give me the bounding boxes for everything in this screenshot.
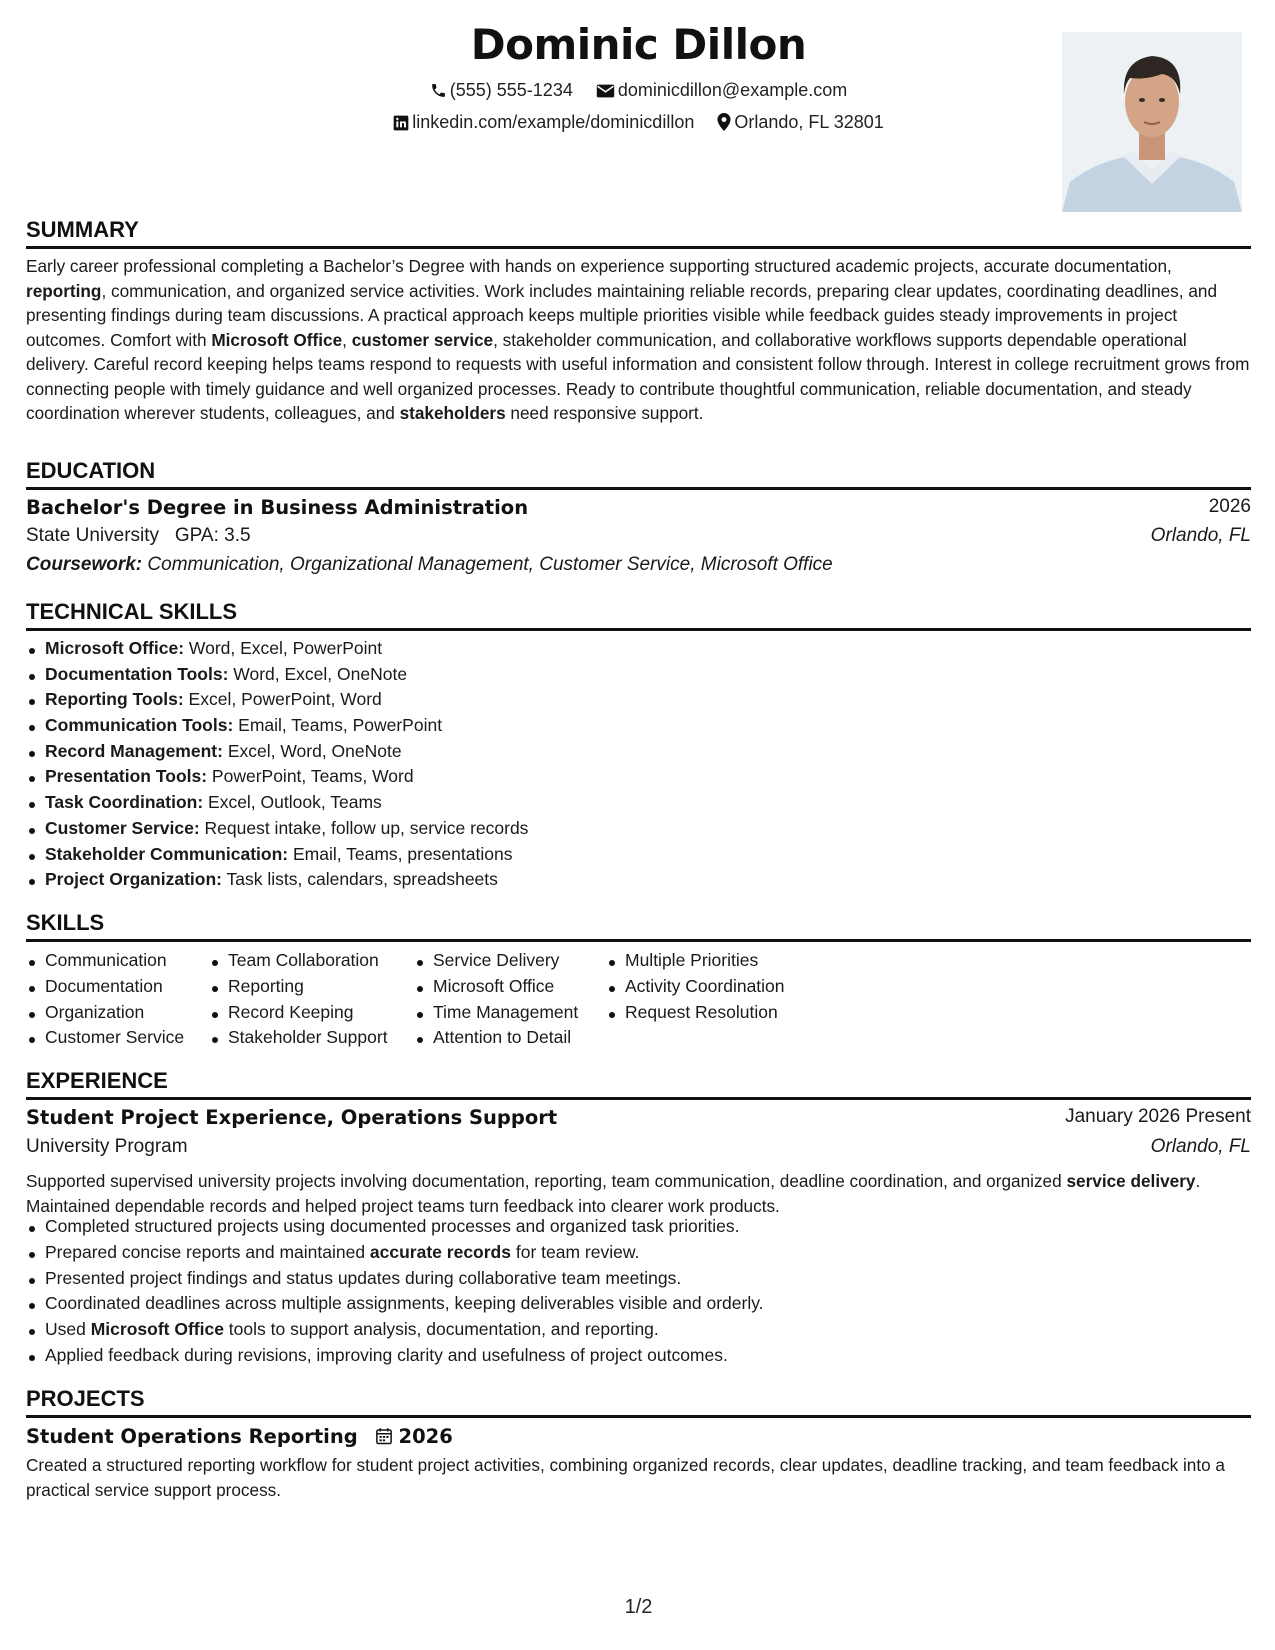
skills-column bbox=[606, 948, 785, 1025]
experience-bullet bbox=[26, 1291, 764, 1317]
project-title-group bbox=[26, 1425, 453, 1448]
technical-skill-item bbox=[26, 816, 528, 842]
project-description: Created a structured reporting workflow for student project activities, combining organized records, clear updates, deadline tracking, and team feedback into a practical service support process. bbox=[26, 1455, 1225, 1500]
technical-skill-item bbox=[26, 764, 528, 790]
technical-skill-item bbox=[26, 867, 528, 893]
skill-item: Customer Service bbox=[26, 1025, 184, 1051]
project-name: Student Operations Reporting bbox=[26, 1425, 358, 1448]
skills-heading: SKILLS bbox=[26, 910, 1251, 942]
skill-item: Organization bbox=[26, 1000, 184, 1026]
technical-skill-value: Email, Teams, presentations bbox=[288, 843, 513, 864]
degree-year: 2026 bbox=[1208, 496, 1251, 517]
technical-skill-label: Record Management: bbox=[45, 740, 223, 761]
text-run: Prepared concise reports and maintained bbox=[45, 1241, 370, 1262]
skill-item: Communication bbox=[26, 948, 184, 974]
technical-skill-value: Excel, PowerPoint, Word bbox=[183, 689, 382, 710]
technical-skill-label: Customer Service: bbox=[45, 817, 200, 838]
technical-skill-label: Documentation Tools: bbox=[45, 663, 229, 684]
experience-intro bbox=[26, 1169, 1251, 1218]
technical-skill-value: Excel, Outlook, Teams bbox=[203, 792, 382, 813]
coursework-list: Communication, Organizational Management, Customer Service, Microsoft Office bbox=[147, 554, 833, 575]
projects-heading: PROJECTS bbox=[26, 1386, 1251, 1418]
skill-item: Attention to Detail bbox=[414, 1025, 578, 1051]
text-run: Applied feedback during revisions, improving clarity and usefulness of project outcomes. bbox=[45, 1344, 728, 1365]
resume-page bbox=[26, 0, 1251, 1650]
technical-skill-value: Email, Teams, PowerPoint bbox=[233, 715, 443, 736]
technical-skill-item bbox=[26, 662, 528, 688]
project-year: 2026 bbox=[398, 1425, 453, 1448]
role-title: Student Project Experience, Operations Support bbox=[26, 1106, 558, 1129]
emphasis-text: stakeholders bbox=[399, 403, 506, 423]
technical-skill-label: Reporting Tools: bbox=[45, 689, 184, 710]
text-run: , communication, and organized service activities. Work includes maintaining reliable records, preparing clear updates, coordinating deadlines, and presenting findings during team discussions. A practical approach keeps multiple priorities visible while feedback guides steady improvements in project outcomes. Comfort with bbox=[26, 280, 1218, 350]
skills-grid bbox=[26, 948, 926, 1058]
envelope-icon bbox=[596, 83, 615, 99]
technical-skill-label: Microsoft Office: bbox=[45, 638, 185, 658]
email-text: dominicdillon@example.com bbox=[617, 80, 848, 100]
skills-column bbox=[209, 948, 388, 1051]
map-pin-icon bbox=[717, 113, 731, 131]
text-run: Supported supervised university projects involving documentation, reporting, team communication, deadline coordination, and organized bbox=[26, 1171, 1067, 1191]
skill-item: Documentation bbox=[26, 974, 184, 1000]
linkedin-text: linkedin.com/example/dominicdillon bbox=[412, 112, 695, 132]
emphasis-text: customer service bbox=[351, 329, 494, 350]
role-dates: January 2026 Present bbox=[1065, 1106, 1251, 1127]
skill-item: Reporting bbox=[209, 974, 388, 1000]
skill-item: Request Resolution bbox=[606, 1000, 785, 1026]
technical-skill-value: Word, Excel, PowerPoint bbox=[184, 638, 383, 658]
technical-skill-label: Project Organization: bbox=[45, 869, 222, 890]
text-run: Completed structured projects using documented processes and organized task priorities. bbox=[45, 1216, 740, 1236]
technical-skill-value: Request intake, follow up, service records bbox=[199, 817, 529, 838]
degree-title: Bachelor's Degree in Business Administration bbox=[26, 496, 529, 519]
technical-skill-value: Excel, Word, OneNote bbox=[222, 740, 402, 761]
skill-item: Activity Coordination bbox=[606, 974, 785, 1000]
text-run: Presented project findings and status updates during collaborative team meetings. bbox=[45, 1267, 682, 1288]
technical-skill-value: PowerPoint, Teams, Word bbox=[207, 766, 414, 787]
emphasis-text: accurate records bbox=[369, 1241, 511, 1262]
skill-item: Microsoft Office bbox=[414, 974, 578, 1000]
emphasis-text: reporting bbox=[26, 280, 102, 301]
technical-skill-value: Task lists, calendars, spreadsheets bbox=[221, 869, 498, 890]
phone-text: (555) 555-1234 bbox=[449, 80, 573, 100]
summary-heading: SUMMARY bbox=[26, 217, 1251, 249]
technical-skill-item bbox=[26, 636, 528, 662]
linkedin-icon bbox=[393, 115, 409, 131]
experience-bullet bbox=[26, 1317, 764, 1343]
experience-bullet bbox=[26, 1266, 764, 1292]
location-text: Orlando, FL 32801 bbox=[734, 112, 884, 132]
technical-skill-label: Presentation Tools: bbox=[45, 766, 208, 787]
skill-item: Service Delivery bbox=[414, 948, 578, 974]
school-name: State University bbox=[26, 525, 160, 546]
technical-skills-heading: TECHNICAL SKILLS bbox=[26, 599, 1251, 631]
technical-skill-item bbox=[26, 739, 528, 765]
location-item bbox=[717, 112, 883, 132]
skill-item: Record Keeping bbox=[209, 1000, 388, 1026]
skill-item: Multiple Priorities bbox=[606, 948, 785, 974]
text-run: Used bbox=[45, 1319, 91, 1340]
skill-item: Team Collaboration bbox=[209, 948, 388, 974]
emphasis-text: Microsoft Office bbox=[211, 329, 343, 350]
text-run: . Maintained dependable records and helped project teams turn feedback into clearer work products. bbox=[26, 1171, 1201, 1216]
profile-photo bbox=[1062, 32, 1242, 212]
school-info bbox=[26, 525, 251, 547]
linkedin-item[interactable] bbox=[393, 112, 699, 132]
text-run: Early career professional completing a Bachelor’s Degree with hands on experience supporting structured academic projects, accurate documentation, bbox=[26, 256, 1172, 276]
summary-text bbox=[26, 254, 1251, 426]
org-location: Orlando, FL bbox=[1150, 1136, 1251, 1157]
emphasis-text: service delivery bbox=[1066, 1171, 1196, 1191]
text-run: need responsive support. bbox=[505, 403, 704, 423]
profile-photo-image bbox=[1062, 32, 1242, 212]
education-heading: EDUCATION bbox=[26, 458, 1251, 490]
text-run: , bbox=[342, 329, 352, 350]
technical-skill-item bbox=[26, 790, 528, 816]
technical-skill-label: Communication Tools: bbox=[45, 715, 234, 736]
emphasis-text: Microsoft Office bbox=[90, 1319, 224, 1340]
experience-bullet bbox=[26, 1214, 764, 1240]
email-item[interactable] bbox=[596, 80, 847, 100]
text-run: tools to support analysis, documentation, and reporting. bbox=[223, 1319, 659, 1340]
experience-heading: EXPERIENCE bbox=[26, 1068, 1251, 1100]
skill-item: Stakeholder Support bbox=[209, 1025, 388, 1051]
experience-bullets bbox=[26, 1214, 764, 1369]
candidate-name: Dominic Dillon bbox=[470, 20, 807, 69]
technical-skill-item bbox=[26, 842, 528, 868]
experience-bullet bbox=[26, 1343, 764, 1369]
technical-skills-list bbox=[26, 636, 528, 893]
technical-skill-label: Task Coordination: bbox=[45, 792, 204, 813]
text-run: for team review. bbox=[510, 1241, 640, 1262]
phone-item[interactable] bbox=[430, 80, 578, 100]
text-run: Coordinated deadlines across multiple assignments, keeping deliverables visible and orderly. bbox=[45, 1293, 764, 1314]
technical-skill-value: Word, Excel, OneNote bbox=[228, 663, 408, 684]
experience-bullet bbox=[26, 1240, 764, 1266]
technical-skill-item bbox=[26, 713, 528, 739]
coursework-label: Coursework: bbox=[26, 554, 143, 575]
page-number: 1/2 bbox=[624, 1596, 653, 1618]
skills-column bbox=[414, 948, 578, 1051]
technical-skill-item bbox=[26, 687, 528, 713]
skills-column bbox=[26, 948, 184, 1051]
phone-icon bbox=[430, 82, 447, 99]
school-location: Orlando, FL bbox=[1150, 525, 1251, 546]
text-run: , stakeholder communication, and collaborative workflows supports dependable operational delivery. Careful record keeping helps teams respond to requests with useful information and consistent follow through. Interest in college recruitment grows from connecting people with timely guidance and well organized processes. Ready to contribute thoughtful communication, reliable documentation, and steady coordination wherever students, colleagues, and bbox=[26, 329, 1250, 423]
technical-skill-label: Stakeholder Communication: bbox=[45, 843, 289, 864]
calendar-icon bbox=[375, 1427, 393, 1445]
skill-item: Time Management bbox=[414, 1000, 578, 1026]
org-name: University Program bbox=[26, 1136, 188, 1157]
gpa: GPA: 3.5 bbox=[174, 525, 251, 546]
